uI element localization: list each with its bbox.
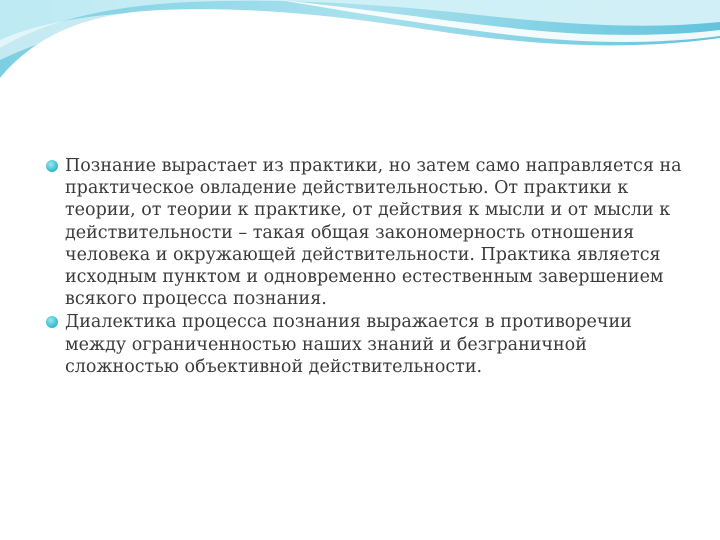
bullet-text: Диалектика процесса познания выражается в противоречии между ограниченностью наших знаний и безграничной сложностью объективной действительности. xyxy=(65,312,632,377)
round-bullet-icon xyxy=(46,316,58,328)
bullet-item xyxy=(46,155,696,310)
bullet-list xyxy=(46,155,696,378)
slide-content xyxy=(46,155,696,379)
bullet-item xyxy=(46,311,696,378)
round-bullet-icon xyxy=(46,160,58,172)
bullet-text: Познание вырастает из практики, но затем само направляется на практическое овладение действительностью. От практики к теории, от теории к практике, от действия к мысли и от мысли к действительности – такая общая закономерность отношения человека и окружающей действительности. Практика является исходным пунктом и одновременно естественным завершением всякого процесса познания. xyxy=(65,156,682,310)
header-wave-decoration xyxy=(0,0,720,90)
